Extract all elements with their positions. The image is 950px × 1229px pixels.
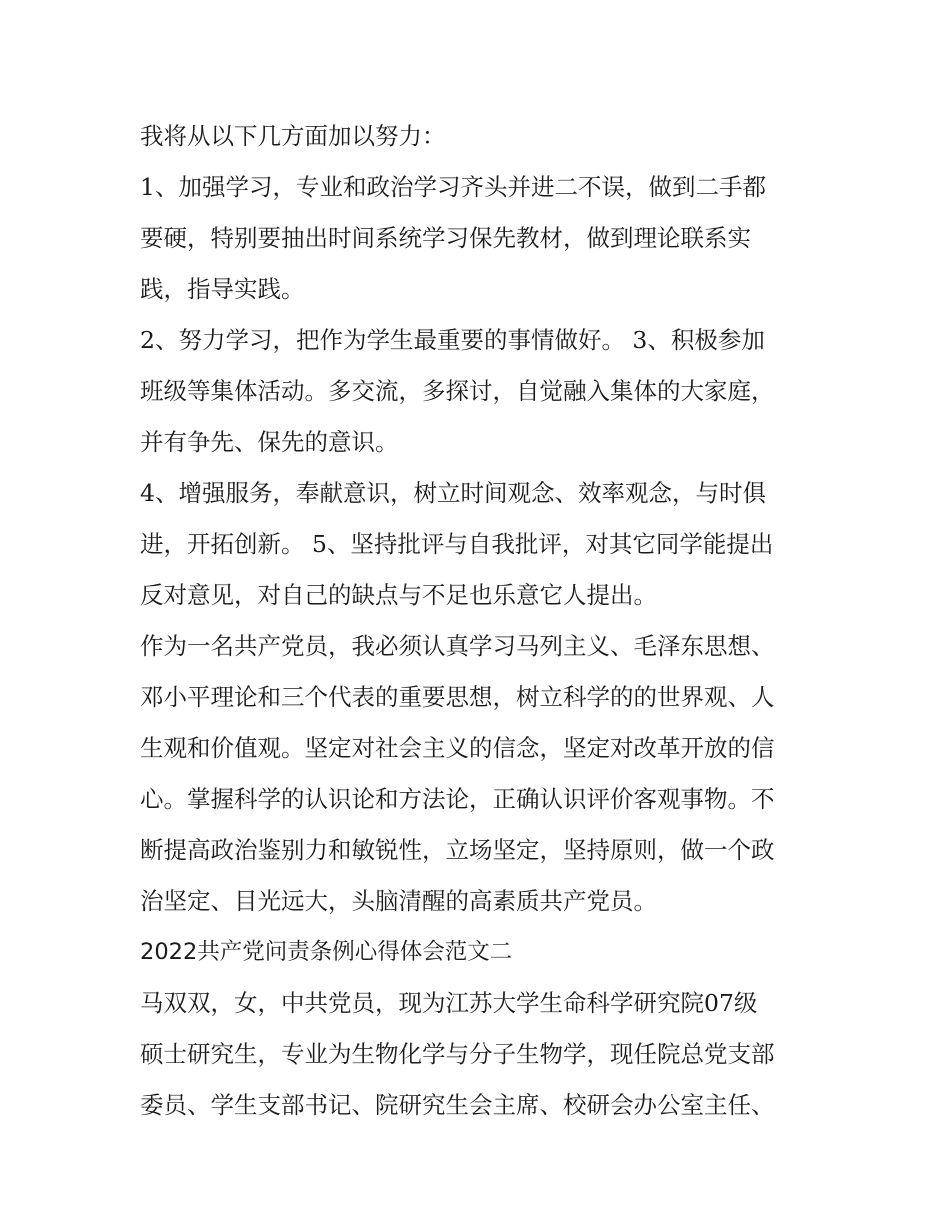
text-line: 邓小平理论和三个代表的重要思想，树立科学的的世界观、人 [140, 683, 775, 711]
text-line: 并有争先、保先的意识。 [140, 428, 399, 456]
text-line: 治坚定、目光远大，头脑清醒的高素质共产党员。 [140, 887, 657, 915]
text-line: 心。掌握科学的认识论和方法论，正确认识评价客观事物。不 [140, 785, 775, 813]
document-body [140, 111, 820, 1131]
text-line: 2、努力学习，把作为学生最重要的事情做好。 3、积极参加 [140, 326, 765, 354]
text-line: 践，指导实践。 [140, 275, 305, 303]
text-line: 马双双，女，中共党员，现为江苏大学生命科学研究院07级 [140, 989, 758, 1017]
section-heading: 2022共产党问责条例心得体会范文二 [140, 939, 513, 965]
text-line: 反对意见，对自己的缺点与不足也乐意它人提出。 [140, 581, 657, 609]
text-line: 生观和价值观。坚定对社会主义的信念，坚定对改革开放的信 [140, 734, 775, 762]
text-line: 班级等集体活动。多交流，多探讨，自觉融入集体的大家庭， [140, 377, 775, 405]
text-line: 作为一名共产党员，我必须认真学习马列主义、毛泽东思想、 [140, 632, 775, 660]
text-line: 委员、学生支部书记、院研究生会主席、校研会办公室主任、 [140, 1091, 775, 1119]
text-line: 进，开拓创新。 5、坚持批评与自我批评，对其它同学能提出 [140, 530, 774, 558]
text-line: 1、加强学习，专业和政治学习齐头并进二不误，做到二手都 [140, 173, 766, 201]
text-line: 4、增强服务，奉献意识，树立时间观念、效率观念，与时俱 [140, 479, 766, 507]
text-line: 硕士研究生，专业为生物化学与分子生物学，现任院总党支部 [140, 1040, 775, 1068]
text-line: 我将从以下几方面加以努力： [140, 122, 446, 150]
text-line: 要硬，特别要抽出时间系统学习保先教材，做到理论联系实 [140, 224, 751, 252]
text-line: 断提高政治鉴别力和敏锐性，立场坚定，坚持原则，做一个政 [140, 836, 775, 864]
